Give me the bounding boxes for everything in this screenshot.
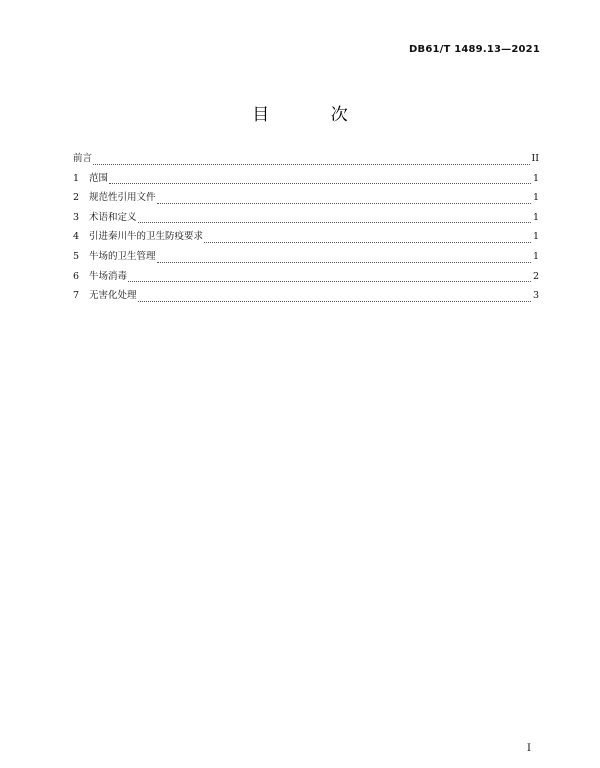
toc-entry-quarantine-requirements[interactable] (73, 228, 539, 248)
toc-entry-terms-definitions[interactable] (73, 209, 539, 229)
toc-entry-harmless-treatment[interactable] (73, 287, 539, 307)
toc-entry-farm-hygiene[interactable] (73, 248, 539, 268)
toc-entry-page: 1 (532, 250, 539, 262)
toc-entry-number: 6 (73, 270, 80, 282)
toc-leader-dots (93, 163, 530, 165)
toc-entry-number: 1 (73, 172, 80, 184)
toc-entry-number: 4 (73, 231, 80, 243)
toc-entry-text: 牛场消毒 (89, 270, 128, 282)
toc-entry-page: II (531, 153, 539, 164)
toc-title: 目 次 (252, 105, 376, 125)
page-number: I (527, 743, 531, 754)
toc-leader-dots (128, 280, 531, 282)
toc-entry-number: 5 (73, 250, 80, 262)
toc-leader-dots (138, 300, 531, 302)
toc-entry-page: 2 (532, 270, 539, 282)
toc-entry-text: 无害化处理 (89, 290, 137, 302)
toc-entry-page: 3 (532, 290, 539, 302)
toc-entry-page: 1 (532, 231, 539, 243)
toc-leader-dots (138, 221, 531, 223)
toc-entry-page: 1 (532, 172, 539, 184)
toc-entry-foreword[interactable] (73, 150, 539, 170)
toc-entry-normative-references[interactable] (73, 189, 539, 209)
toc-entry-page: 1 (532, 192, 539, 204)
toc-entry-number: 7 (73, 290, 80, 302)
toc-entry-text: 范围 (89, 172, 109, 184)
toc-entry-text: 术语和定义 (89, 211, 137, 223)
toc-entry-page: 1 (532, 211, 539, 223)
toc-entry-text: 引进秦川牛的卫生防疫要求 (89, 231, 204, 243)
table-of-contents (73, 150, 539, 307)
toc-leader-dots (157, 261, 531, 263)
toc-entry-number: 2 (73, 192, 80, 204)
toc-leader-dots (109, 182, 531, 184)
standard-code: DB61/T 1489.13—2021 (409, 44, 540, 55)
toc-entry-text: 前言 (73, 153, 93, 164)
toc-entry-disinfection[interactable] (73, 268, 539, 288)
toc-entry-text: 规范性引用文件 (89, 192, 156, 204)
toc-entry-scope[interactable] (73, 170, 539, 190)
toc-leader-dots (157, 202, 531, 204)
toc-entry-number: 3 (73, 211, 80, 223)
toc-leader-dots (204, 241, 531, 243)
toc-entry-text: 牛场的卫生管理 (89, 250, 156, 262)
